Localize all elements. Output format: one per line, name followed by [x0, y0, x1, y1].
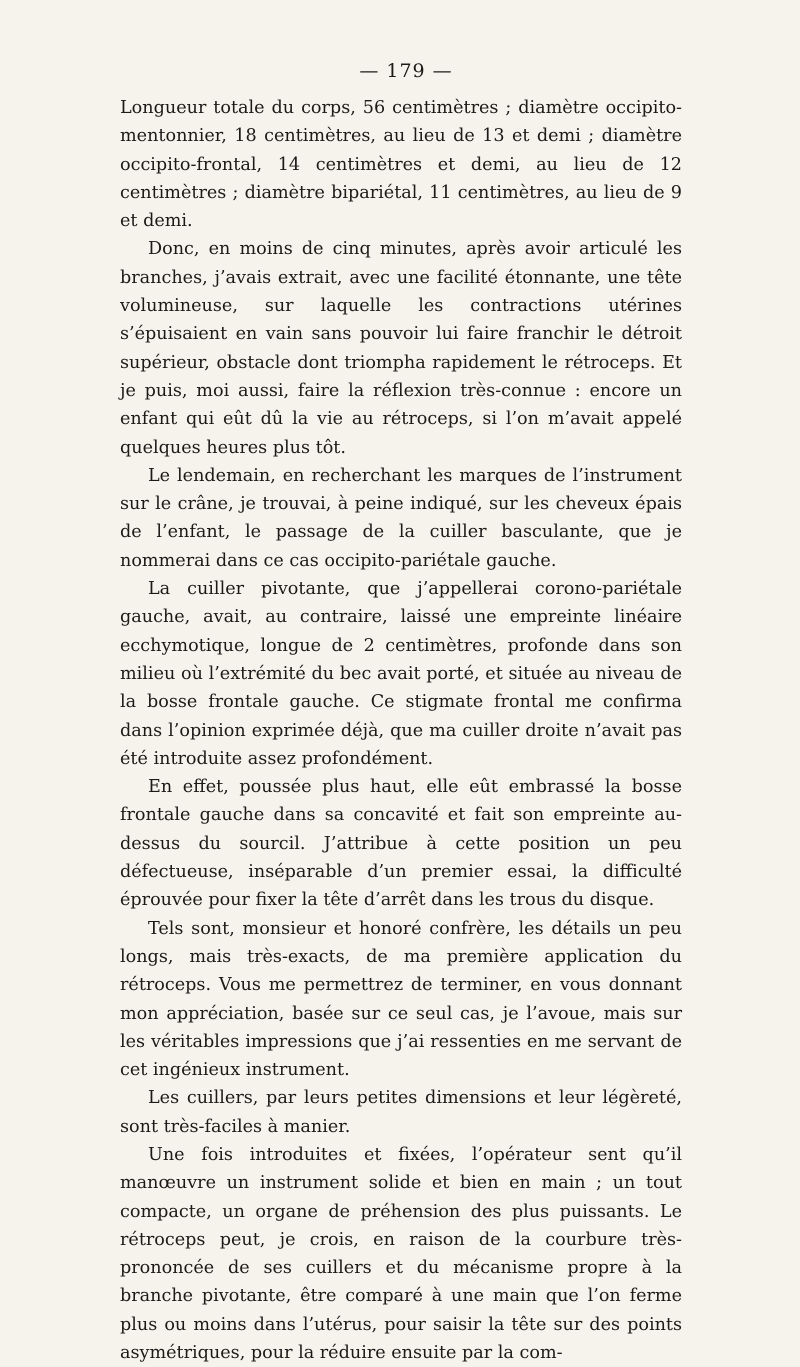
paragraph: Les cuillers, par leurs petites dimensions et leur légèreté, sont très-faciles à manier. [120, 1088, 682, 1137]
paragraph: Le lendemain, en recherchant les marques de l’instrument sur le crâne, je trouvai, à peine indiqué, sur les cheveux épais de l’enfant, le passage de la cuiller basculante, que je nommerai dans ce cas occipito-pariétale gauche. [120, 465, 682, 571]
paragraph: Donc, en moins de cinq minutes, après avoir articulé les branches, j’avais extrait, avec une facilité étonnante, une tête volumineuse, sur laquelle les contractions utérines s’épuisaient en vain sans pouvoir lui faire franchir le détroit supérieur, obstacle dont triompha rapidement le rétroceps. Et je puis, moi aussi, faire la réflexion très-connue : encore un enfant qui eût dû la vie au rétroceps, si l’on m’avait appelé quelques heures plus tôt. [120, 239, 682, 458]
paragraph: La cuiller pivotante, que j’appellerai corono-pariétale gauche, avait, au contraire, laissé une empreinte linéaire ecchymotique, longue de 2 centimètres, profonde dans son milieu où l’extrémité du bec avait porté, et située au niveau de la bosse frontale gauche. Ce stigmate frontal me confirma dans l’opinion exprimée déjà, que ma cuiller droite n’avait pas été introduite assez profondément. [120, 579, 682, 769]
paragraph: Longueur totale du corps, 56 centimètres ; diamètre occipito-mentonnier, 18 centimètres, au lieu de 13 et demi ; diamètre occipito-frontal, 14 centimètres et demi, au lieu de 12 centimètres ; diamètre bipariétal, 11 centimètres, au lieu de 9 et demi. [120, 98, 682, 232]
paragraph: Tels sont, monsieur et honoré confrère, les détails un peu longs, mais très-exacts, de ma première application du rétroceps. Vous me permettrez de terminer, en vous donnant mon appréciation, basée sur ce seul cas, je l’avoue, mais sur les véritables impressions que j’ai ressenties en me servant de cet ingénieux instrument. [120, 918, 682, 1081]
paragraph: Une fois introduites et fixées, l’opérateur sent qu’il manœuvre un instrument solide et bien en main ; un tout compacte, un organe de préhension des plus puissants. Le rétroceps peut, je crois, en raison de la courbure très-prononcée de ses cuillers et du mécanisme propre à la branche pivotante, être comparé à une main que l’on ferme plus ou moins dans l’utérus, pour saisir la tête sur des points asymétriques, pour la réduire ensuite par la com- [120, 1144, 682, 1364]
page-number: — 179 — [359, 60, 453, 82]
paragraph: En effet, poussée plus haut, elle eût embrassé la bosse frontale gauche dans sa concavité et fait son empreinte au-dessus du sourcil. J’attribue à cette position un peu défectueuse, inséparable d’un premier essai, la difficulté éprouvée pour fixer la tête d’arrêt dans les trous du disque. [120, 777, 682, 911]
body-text [120, 94, 682, 1367]
